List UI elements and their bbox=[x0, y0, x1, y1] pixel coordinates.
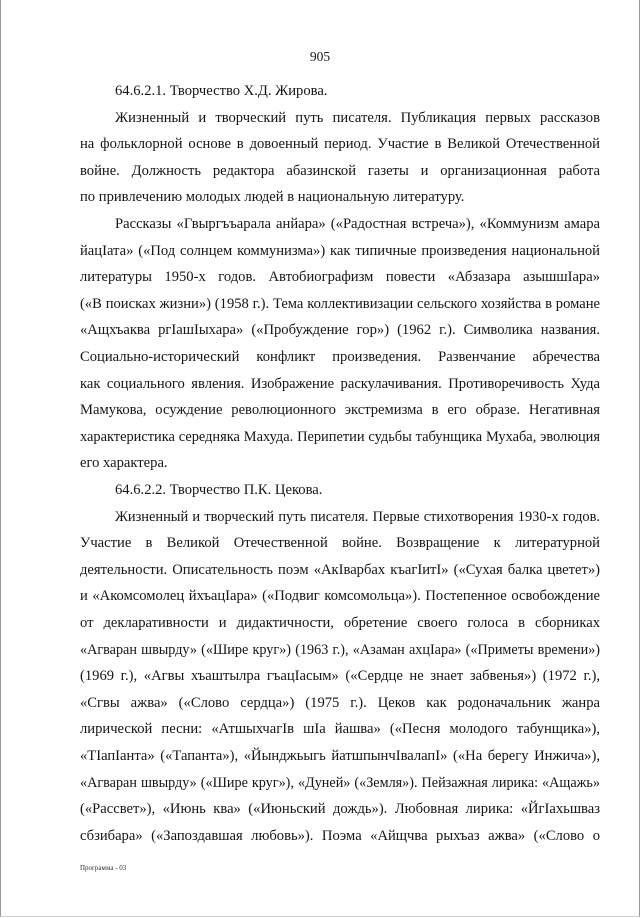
text-line: Мамукова, осуждение революционного экстремизма в его образе. Негативная bbox=[80, 402, 600, 418]
text-line: войне. Должность редактора абазинской газеты и организационная работа bbox=[80, 163, 600, 179]
page-footer: Программа - 03 bbox=[80, 864, 127, 872]
text-line: литературы 1950-х годов. Автобиографизм повести «Абзазара азышшIара» bbox=[80, 269, 600, 285]
text-line: и «Акомсомолец йхъацIара» («Подвиг комсомольца»). Постепенное освобождение bbox=[80, 588, 600, 604]
text-line: характеристика середняка Махуда. Перипетии судьбы табунщика Мухаба, эволюция bbox=[80, 429, 600, 445]
text-line: его характера. bbox=[80, 455, 168, 471]
text-line: («Рассвет»), «Июнь ква» («Июньский дождь»). Любовная лирика: «ЙгIахьшваз bbox=[80, 801, 600, 817]
text-line: «ТIапIанта» («Тапанта»), «Йынджьыгь йатшпынчIвалапI» («На берегу Инжича»), bbox=[80, 748, 600, 764]
text-line: «Агваран швырду» («Шире круг»), «Дуней» («Земля»). Пейзажная лирика: «Ащажь» bbox=[80, 775, 600, 791]
text-line: («В поисках жизни») (1958 г.). Тема коллективизации сельского хозяйства в романе bbox=[80, 296, 600, 312]
text-line: Жизненный и творческий путь писателя. Публикация первых рассказов bbox=[115, 110, 600, 126]
text-line: на фольклорной основе в довоенный период. Участие в Великой Отечественной bbox=[80, 136, 600, 152]
page-number: 905 bbox=[309, 49, 331, 64]
text-line: деятельности. Описательность поэм «АкIварбах къагIитI» («Сухая балка цветет») bbox=[80, 562, 600, 578]
text-line: от декларативности и дидактичности, обретение своего голоса в сборниках bbox=[80, 615, 600, 631]
text-line: (1969 г.), «Агвы хъаштылра гъацIасым» («Сердце не знает забвенья») (1972 г.), bbox=[80, 668, 600, 684]
text-line: «Сгвы ажва» («Слово сердца») (1975 г.). Цеков как родоначальник жанра bbox=[80, 695, 600, 711]
text-line: по привлечению молодых людей в национальную литературу. bbox=[80, 189, 465, 205]
text-line: Участие в Великой Отечественной войне. Возвращение к литературной bbox=[80, 535, 600, 551]
text-line: Рассказы «Гвыргъъарала анйара» («Радостная встреча»), «Коммунизм амара bbox=[115, 216, 600, 232]
text-line: лирической песни: «АтшыхчагIв шIа йашва» («Песня молодого табунщика»), bbox=[80, 721, 600, 737]
text-line: «Агваран швырду» («Шире круг») (1963 г.), «Азаман ахцIара» («Приметы времени») bbox=[80, 642, 600, 658]
text-line: 64.6.2.1. Творчество Х.Д. Жирова. bbox=[115, 83, 328, 99]
text-line: Жизненный и творческий путь писателя. Первые стихотворения 1930-х годов. bbox=[115, 509, 600, 525]
text-line: сбзибара» («Запоздавшая любовь»). Поэма «Айщчва рыхъаз ажва» («Слово о bbox=[80, 828, 600, 844]
text-line: как социального явления. Изображение раскулачивания. Противоречивость Худа bbox=[80, 376, 600, 392]
text-line: Социально-исторический конфликт произведения. Развенчание абречества bbox=[80, 349, 600, 365]
text-line: 64.6.2.2. Творчество П.К. Цекова. bbox=[115, 482, 323, 498]
text-line: йацIата» («Под солнцем коммунизма») как типичные произведения национальной bbox=[80, 243, 600, 259]
text-line: «Ащхъаква ргIашIыхара» («Пробуждение гор») (1962 г.). Символика названия. bbox=[80, 322, 600, 338]
